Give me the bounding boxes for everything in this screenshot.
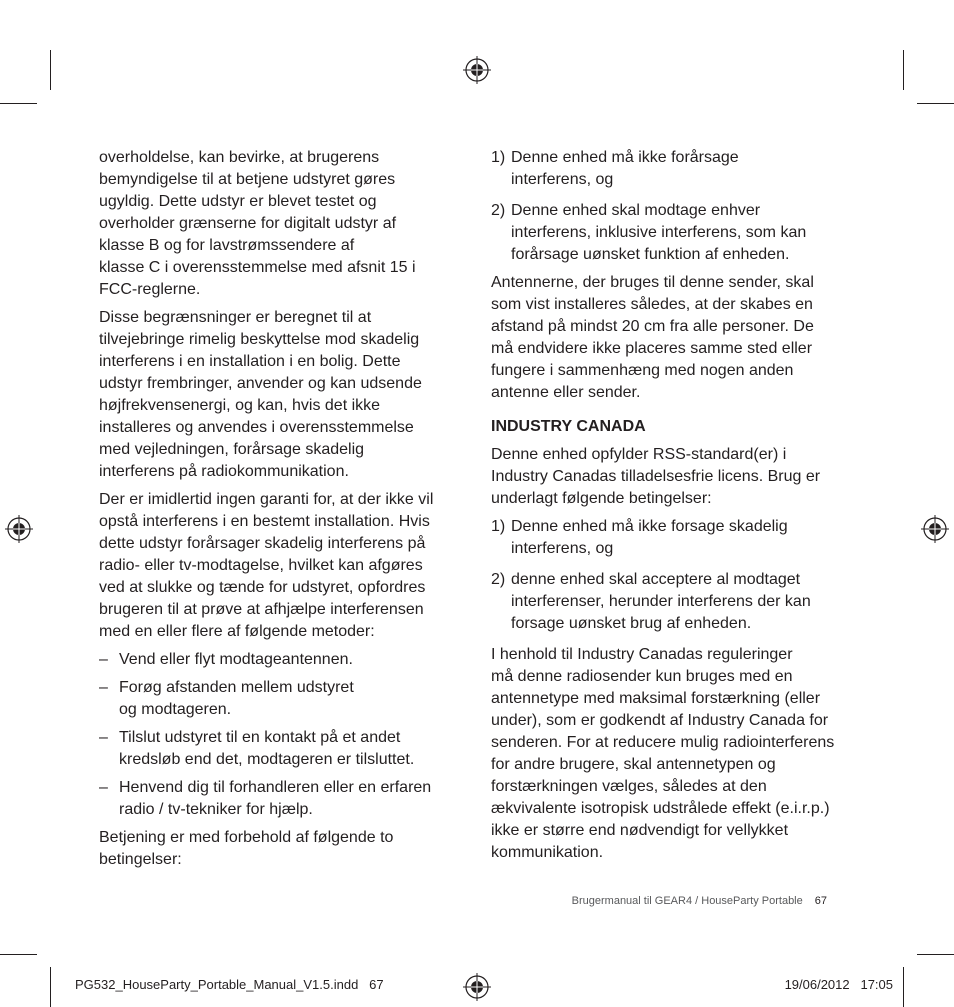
list-marker: 2) <box>491 571 506 588</box>
crop-mark-top-right-h <box>917 103 954 104</box>
paragraph: overholdelse, kan bevirke, at brugerens bemyndigelse til at betjene udstyret gøres ugyldig. Dette udstyr er blevet testet og overholder grænserne for digitalt udstyr af klasse B og for lavstrømssendere af klasse C i overensstemmelse med afsnit 15 i FCC-reglerne. <box>99 149 416 298</box>
list-item-text: Denne enhed må ikke forsage skadelig interferens, og <box>511 518 788 557</box>
list-item <box>491 147 861 191</box>
list-item-text: Tilslut udstyret til en kontakt på et andet kredsløb end det, modtageren er tilsluttet. <box>119 729 415 768</box>
crop-mark-bottom-left-h <box>0 954 37 955</box>
list-item-text: Vend eller flyt modtageantennen. <box>119 651 353 668</box>
slug-file-name: PG532_HouseParty_Portable_Manual_V1.5.indd 67 <box>75 977 384 992</box>
manual-title: Brugermanual til GEAR4 / HouseParty Portable <box>571 895 803 907</box>
crop-mark-bottom-right-v <box>903 967 904 1007</box>
slug-date-time: 19/06/2012 17:05 <box>784 977 893 992</box>
list-marker: – <box>99 779 108 796</box>
registration-target-icon <box>462 972 492 1002</box>
paragraph: Betjening er med forbehold af følgende to betingelser: <box>99 829 394 868</box>
list-marker: 1) <box>491 518 506 535</box>
page-number: 67 <box>814 895 827 907</box>
crop-mark-top-left-h <box>0 103 37 104</box>
list-item-text: Denne enhed skal modtage enhver interferens, inklusive interferens, som kan forårsage uønsket funktion af enheden. <box>511 202 807 263</box>
list-marker: 2) <box>491 202 506 219</box>
left-column <box>99 147 464 877</box>
list-item <box>99 677 464 721</box>
list-marker: – <box>99 651 108 668</box>
list-marker: – <box>99 679 108 696</box>
crop-mark-top-left-v <box>50 50 51 90</box>
list-item <box>99 649 464 671</box>
crop-mark-bottom-right-h <box>917 954 954 955</box>
paragraph: Denne enhed opfylder RSS-standard(er) i Industry Canadas tilladelsesfrie licens. Brug er underlagt følgende betingelser: <box>491 446 821 507</box>
crop-mark-bottom-left-v <box>50 967 51 1007</box>
registration-target-icon <box>462 55 492 85</box>
list-item <box>99 777 464 821</box>
paragraph: Antennerne, der bruges til denne sender, skal som vist installeres således, at der skabes en afstand på mindst 20 cm fra alle personer. De må endvidere ikke placeres samme sted eller fungere i sammenhæng med nogen anden antenne eller sender. <box>491 274 814 401</box>
list-item-text: Forøg afstanden mellem udstyret og modtageren. <box>119 679 354 718</box>
list-marker: 1) <box>491 149 506 166</box>
list-item <box>491 516 861 560</box>
paragraph: Der er imidlertid ingen garanti for, at der ikke vil opstå interferens i en bestemt installation. Hvis dette udstyr forårsager skadelig interferens på radio- eller tv-modtagelse, hvilket kan afgøres ved at slukke og tænde for udstyret, opfordres brugeren til at prøve at afhjælpe interferensen med en eller flere af følgende metoder: <box>99 491 434 640</box>
paragraph: Disse begrænsninger er beregnet til at tilvejebringe rimelig beskyttelse mod skadelig interferens i en installation i en bolig. Dette udstyr frembringer, anvender og kan udsende højfrekvensenergi, og kan, hvis det ikke installeres og anvendes i overensstemmelse med vejledningen, forårsage skadelig interferens på radiokommunikation. <box>99 309 422 480</box>
section-heading: INDUSTRY CANADA <box>491 418 646 435</box>
list-item-text: Henvend dig til forhandleren eller en erfaren radio / tv-tekniker for hjælp. <box>119 779 432 818</box>
list-item-text: Denne enhed må ikke forårsage interferens, og <box>511 149 739 188</box>
right-column <box>491 147 861 870</box>
crop-mark-top-right-v <box>903 50 904 90</box>
page-footer <box>572 895 827 907</box>
registration-target-icon <box>4 514 34 544</box>
list-item-text: denne enhed skal acceptere al modtaget interferenser, herunder interferens der kan forsage uønsket brug af enheden. <box>511 571 811 632</box>
registration-target-icon <box>920 514 950 544</box>
list-marker: – <box>99 729 108 746</box>
list-item <box>491 200 861 266</box>
list-item <box>491 569 861 635</box>
list-item <box>99 727 464 771</box>
paragraph: I henhold til Industry Canadas reguleringer må denne radiosender kun bruges med en antennetype med maksimal forstærkning (eller under), som er godkendt af Industry Canada for senderen. For at reducere mulig radiointerferens for andre brugere, skal antennetypen og forstærkningen vælges, således at den ækvivalente isotropisk udstrålede effekt (e.i.r.p.) ikke er større end nødvendigt for vellykket kommunikation. <box>491 646 835 861</box>
